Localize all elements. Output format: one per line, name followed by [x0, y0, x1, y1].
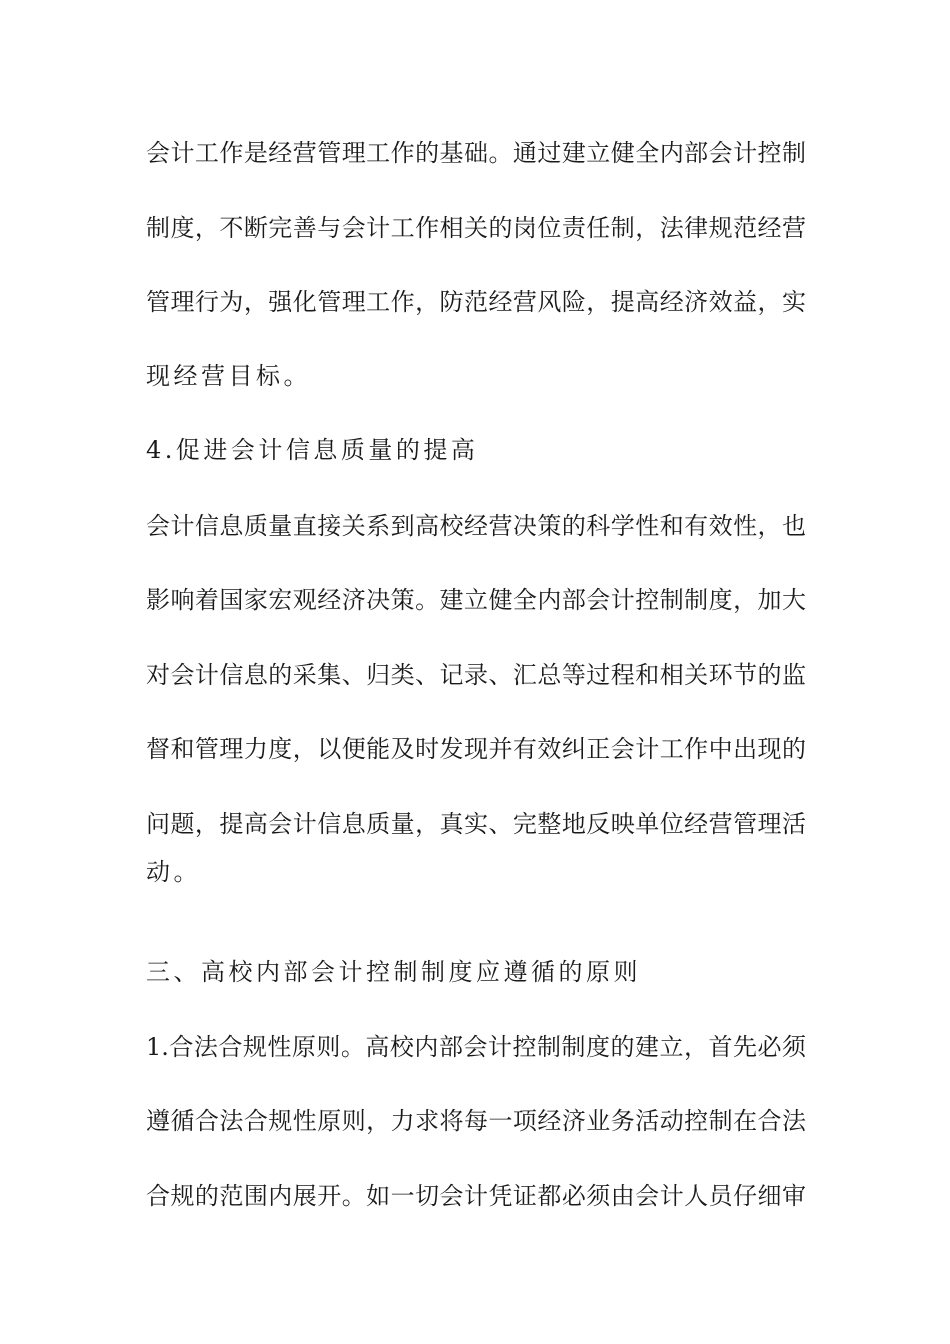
paragraph-line: 遵循合法合规性原则，力求将每一项经济业务活动控制在合法 [146, 1107, 806, 1135]
paragraph-line: 会计工作是经营管理工作的基础。通过建立健全内部会计控制 [146, 139, 806, 167]
paragraph-line: 督和管理力度，以便能及时发现并有效纠正会计工作中出现的 [146, 735, 806, 763]
section-heading: 三、高校内部会计控制制度应遵循的原则 [146, 958, 641, 986]
paragraph-line: 会计信息质量直接关系到高校经营决策的科学性和有效性，也 [146, 512, 806, 540]
paragraph-line: 管理行为，强化管理工作，防范经营风险，提高经济效益，实 [146, 288, 806, 316]
paragraph-line: 对会计信息的采集、归类、记录、汇总等过程和相关环节的监 [146, 661, 806, 689]
paragraph-line: 问题，提高会计信息质量，真实、完整地反映单位经营管理活 [146, 810, 806, 838]
paragraph-line: 制度，不断完善与会计工作相关的岗位责任制，法律规范经营 [146, 214, 806, 242]
section-heading: 4.促进会计信息质量的提高 [146, 436, 479, 464]
paragraph-line: 合规的范围内展开。如一切会计凭证都必须由会计人员仔细审 [146, 1182, 806, 1210]
paragraph-line: 1.合法合规性原则。高校内部会计控制制度的建立，首先必须 [146, 1033, 806, 1061]
paragraph-line: 影响着国家宏观经济决策。建立健全内部会计控制制度，加大 [146, 586, 806, 614]
paragraph-line: 动。 [146, 858, 201, 886]
paragraph-line: 现经营目标。 [146, 362, 311, 390]
